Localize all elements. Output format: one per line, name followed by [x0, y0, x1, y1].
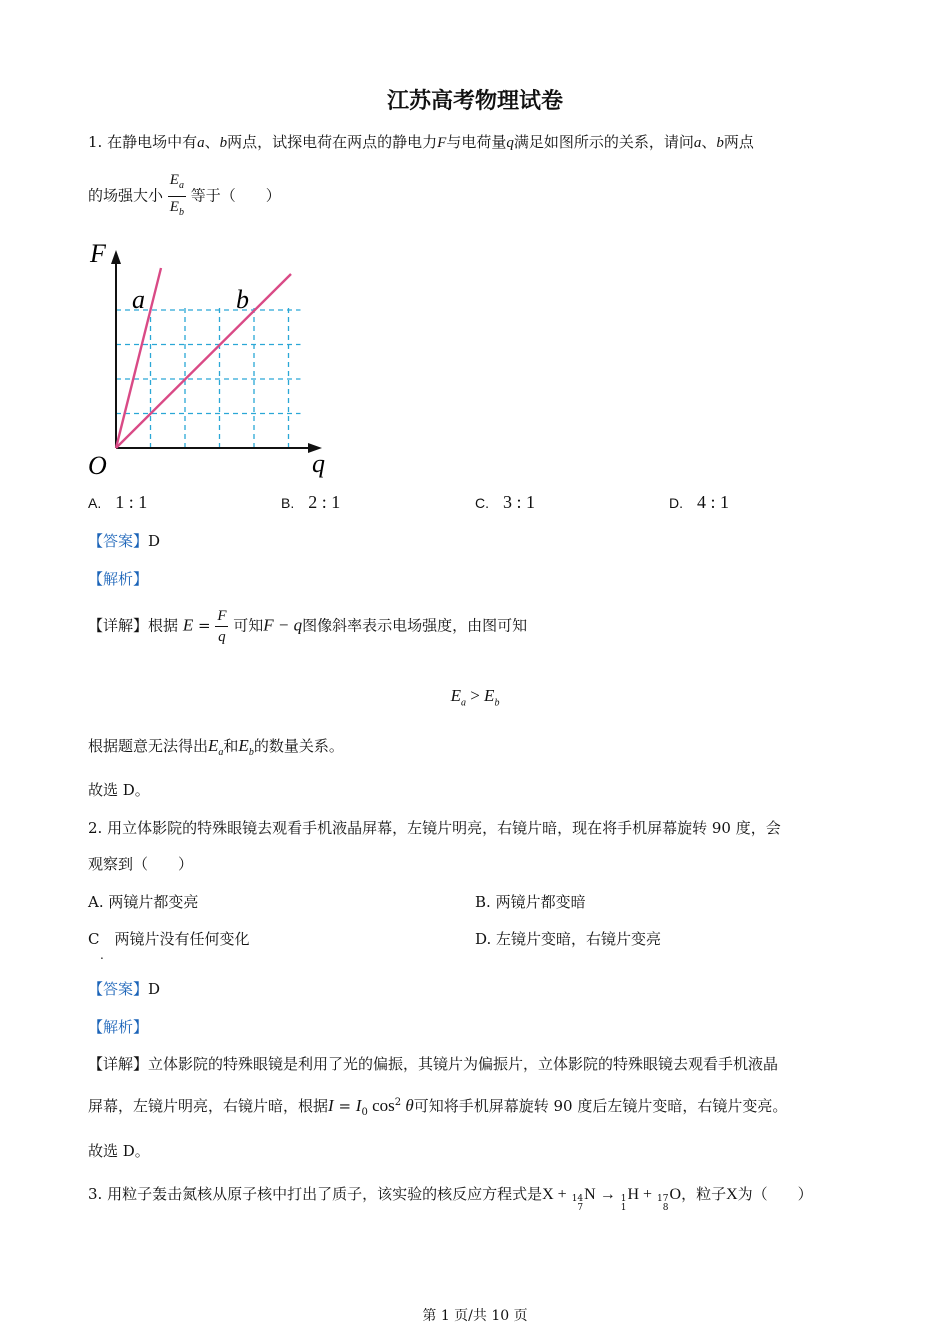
x-axis-label: q	[312, 449, 325, 478]
q2-detail-line2: 屏幕，左镜片明亮，右镜片暗，根据$I = I_0$ $\cos^2 \theta$可知将手机屏幕旋转 90 度后左镜片变暗，右镜片变亮。	[88, 1096, 788, 1118]
efield-formula: $\frac{F}{q}$	[217, 608, 227, 645]
ratio-fraction: $\frac{E_a}{E_b}$	[169, 172, 184, 218]
origin-label: O	[88, 451, 107, 480]
q2-stem-line2: 观察到（ ）	[88, 855, 194, 873]
q1-stem-line1: 1. 在静电场中有a、b两点，试探电荷在两点的静电力F与电荷量q满足如图所示的关系，请问a、b两点	[88, 133, 754, 151]
q2-choose: 故选 D。	[88, 1142, 150, 1160]
q2-stem-line1: 2. 用立体影院的特殊眼镜去观看手机液晶屏幕，左镜片明亮，右镜片暗，现在将手机屏幕旋转 90 度，会	[88, 819, 781, 837]
q1-option-d[interactable]: D. 4 : 1	[669, 492, 730, 512]
q2-option-c-dot: .	[100, 948, 104, 962]
q2-option-c[interactable]: C 两镜片没有任何变化	[88, 930, 250, 948]
q1-analysis-tag: 【解析】	[88, 570, 149, 588]
q1-option-b[interactable]: B. 2 : 1	[281, 492, 341, 512]
q2-option-b[interactable]: B. 两镜片都变暗	[475, 893, 586, 911]
q1-answer: 【答案】D	[88, 532, 161, 550]
q2-analysis-tag: 【解析】	[88, 1018, 149, 1036]
field-relation: $E_a > E_b$	[450, 686, 500, 709]
fq-graph	[84, 236, 344, 482]
q1-conclusion: 根据题意无法得出$E_a$和$E_b$的数量关系。	[88, 736, 344, 758]
q1-detail: 【详解】根据 E = $\frac{F}{q}$ 可知F − q图像斜率表示电场强度，由图可知	[88, 608, 528, 645]
q1-number: 1.	[88, 133, 103, 151]
line-a-label: a	[132, 285, 145, 314]
q2-detail-line1: 【详解】立体影院的特殊眼镜是利用了光的偏振，其镜片为偏振片，立体影院的特殊眼镜去观看手机液晶	[88, 1055, 779, 1073]
y-axis-label: F	[90, 239, 106, 268]
q2-option-d[interactable]: D. 左镜片变暗，右镜片变亮	[475, 930, 662, 948]
y-axis-arrow	[111, 250, 121, 264]
graph-grid	[116, 304, 301, 448]
q3-stem: 3. 用粒子轰击氮核从原子核中打出了质子，该实验的核反应方程式是X + 14 7 N → 1 1 H + 17 8 O，粒子X为（ ）	[88, 1185, 813, 1213]
q1-option-c[interactable]: C. 3 : 1	[475, 492, 536, 512]
page-footer: 第 1 页/共 10 页	[422, 1308, 528, 1324]
q2-answer: 【答案】D	[88, 980, 161, 998]
q2-option-a[interactable]: A. 两镜片都变亮	[88, 893, 199, 911]
page-title: 江苏高考物理试卷	[386, 88, 563, 114]
q1-option-a[interactable]: A. 1 : 1	[88, 492, 148, 512]
q1-choose: 故选 D。	[88, 781, 150, 799]
q1-stem-line2: 的场强大小 $\frac{E_a}{E_b}$ 等于（ ）	[88, 170, 281, 223]
line-b-label: b	[236, 285, 249, 314]
